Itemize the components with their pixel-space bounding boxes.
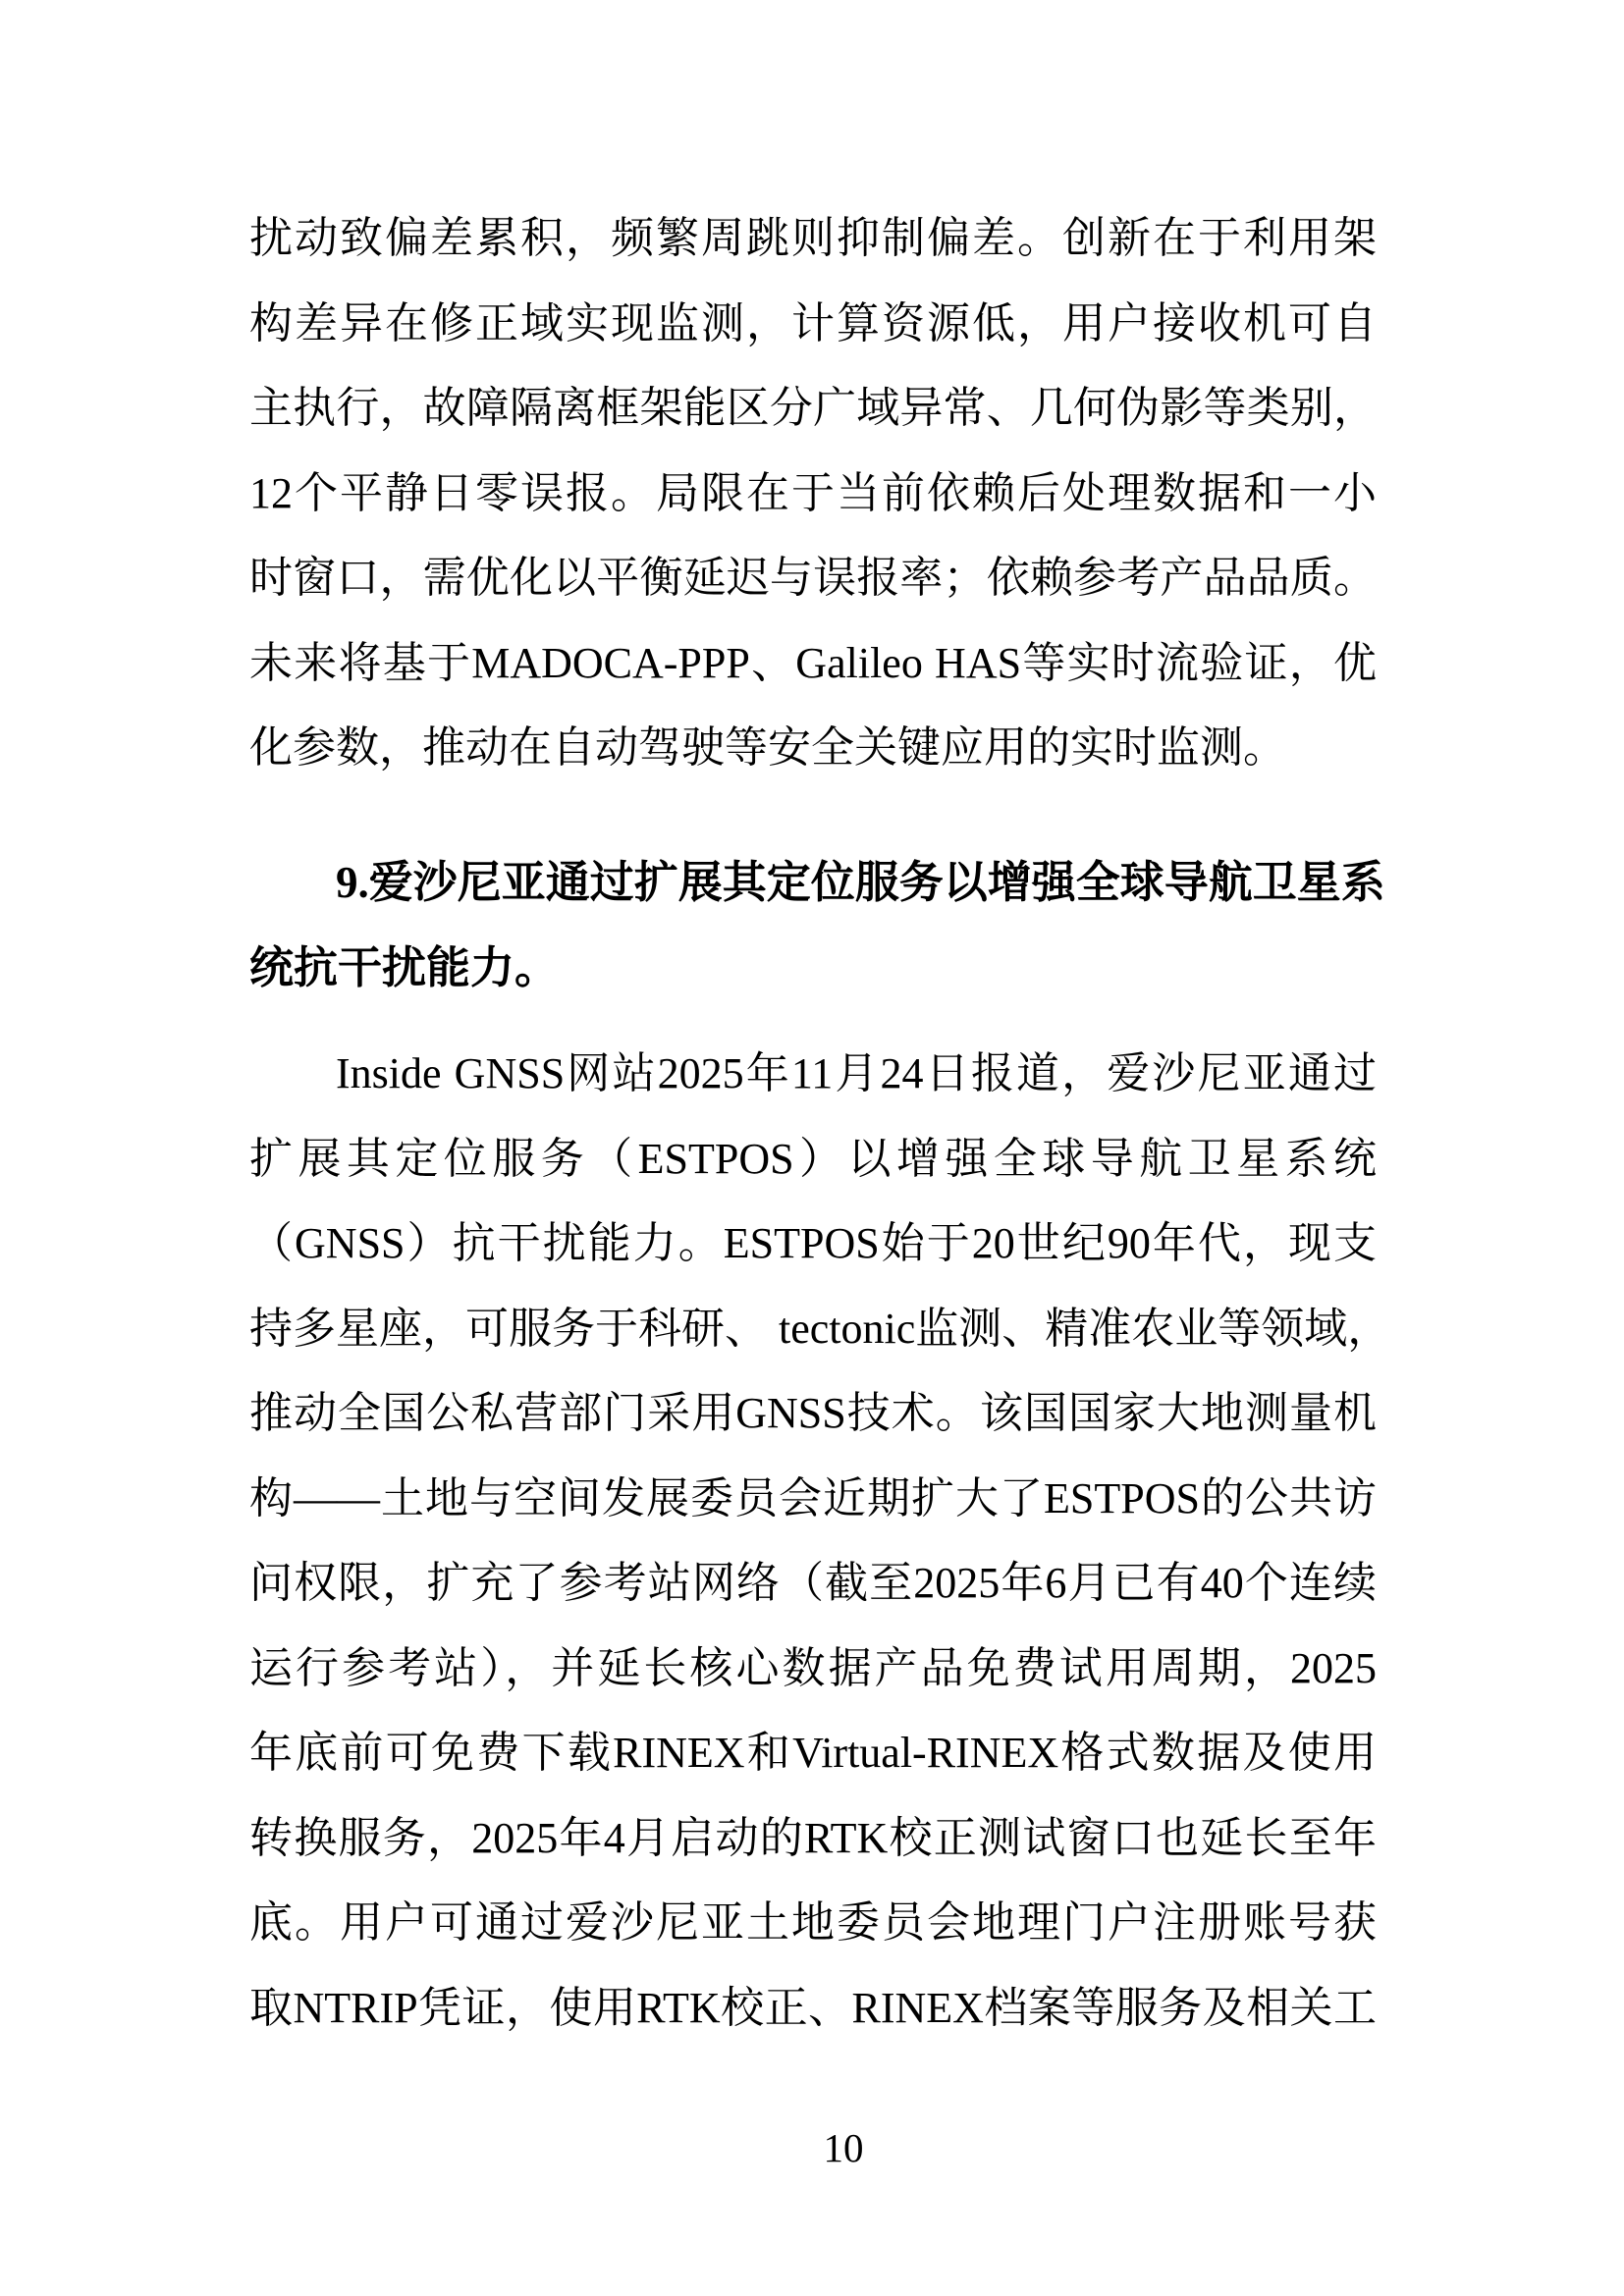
text-line: 扰动致偏差累积，频繁周跳则抑制偏差。创新在于利用架 [249,214,1377,262]
text-line: 运行参考站），并延长核心数据产品免费试用周期，2025 [249,1643,1377,1692]
text-line: 时窗口，需优化以平衡延迟与误报率；依赖参考产品品质。 [249,554,1377,602]
text-line: 持多星座，可服务于科研、 tectonic监测、精准农业等领域， [249,1304,1391,1353]
text-line: 推动全国公私营部门采用GNSS技术。该国国家大地测量机 [249,1389,1377,1437]
text-line: 未来将基于MADOCA-PPP、Galileo HAS等实时流验证，优 [249,638,1377,687]
page-number: 10 [823,2125,864,2170]
text-line: 主执行，故障隔离框架能区分广域异常、几何伪影等类别， [249,384,1377,432]
text-line: 转换服务，2025年4月启动的RTK校正测试窗口也延长至年 [249,1813,1377,1862]
text-line: 问权限，扩充了参考站网络（截至2025年6月已有40个连续 [249,1559,1377,1607]
text-line: 统抗干扰能力。 [249,942,560,992]
text-line: 9.爱沙尼亚通过扩展其定位服务以增强全球导航卫星系 [336,858,1385,907]
text-line: 扩展其定位服务（ESTPOS）以增强全球导航卫星系统 [249,1134,1377,1183]
text-line: Inside GNSS网站2025年11月24日报道，爱沙尼亚通过 [336,1049,1377,1097]
body-paragraph-2 [249,1032,1391,2051]
text-line: 构差异在修正域实现监测，计算资源低，用户接收机可自 [249,298,1377,347]
text-line: 底。用户可通过爱沙尼亚土地委员会地理门户注册账号获 [249,1898,1377,1947]
body-paragraph-1 [249,196,1377,791]
text-line: （GNSS）抗干扰能力。ESTPOS始于20世纪90年代，现支 [249,1219,1377,1267]
text-line: 取NTRIP凭证，使用RTK校正、RINEX档案等服务及相关工 [249,1983,1377,2032]
section-heading [249,840,1385,1010]
text-line: 年底前可免费下载RINEX和Virtual-RINEX格式数据及使用 [249,1729,1377,1777]
text-line: 构——土地与空间发展委员会近期扩大了ESTPOS的公共访 [249,1473,1377,1522]
text-line: 化参数，推动在自动驾驶等安全关键应用的实时监测。 [249,723,1286,772]
text-line: 12个平静日零误报。局限在于当前依赖后处理数据和一小 [249,468,1377,517]
